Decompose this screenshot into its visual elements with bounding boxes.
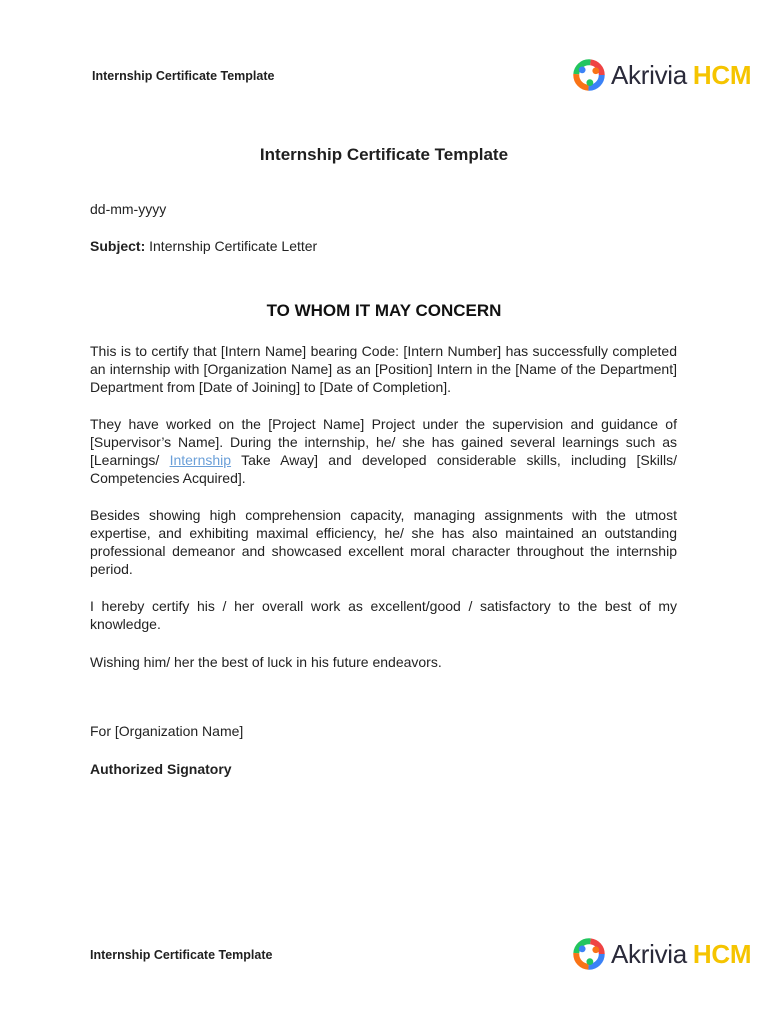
logo-brand-text: Akrivia bbox=[611, 938, 687, 969]
signatory-label: Authorized Signatory bbox=[90, 761, 232, 777]
document-title: Internship Certificate Template bbox=[259, 145, 509, 164]
paragraph-wishes: Wishing him/ her the best of luck in his future endeavors. bbox=[90, 654, 442, 670]
footer-label: Internship Certificate Template bbox=[90, 948, 273, 962]
salutation-heading: TO WHOM IT MAY CONCERN bbox=[266, 301, 502, 320]
header-label: Internship Certificate Template bbox=[92, 69, 275, 83]
logo-accent-text: HCM bbox=[692, 938, 752, 969]
paragraph-conduct: Besides showing high comprehension capacity, managing assignments with the utmost expertise, and exhibiting maximal efficiency, he/ she has also maintained an outstanding professional demeanor and showcased excellent moral character throughout the internship period. bbox=[90, 507, 677, 577]
logo-brand-text: Akrivia bbox=[611, 59, 687, 90]
logo-accent-text: HCM bbox=[692, 59, 752, 90]
paragraph-project bbox=[90, 415, 677, 487]
paragraph-project-text-2: Take Away] and developed considerable skills, including [Skills/ Competencies Acquired]. bbox=[90, 452, 677, 486]
paragraph-intro: This is to certify that [Intern Name] bearing Code: [Intern Number] has successfully completed an internship with [Organization Name] as an [Position] Intern in the [Name of the Department] Department from [Date of Joining] to [Date of Completion]. bbox=[90, 343, 677, 395]
paragraph-certify: I hereby certify his / her overall work as excellent/good / satisfactory to the best of my knowledge. bbox=[90, 598, 677, 632]
internship-link[interactable]: Internship bbox=[169, 452, 232, 468]
closing-line: For [Organization Name] bbox=[90, 723, 244, 739]
subject-label: Subject: bbox=[90, 238, 146, 254]
footer-logo bbox=[572, 936, 751, 972]
subject-text: Internship Certificate Letter bbox=[145, 238, 318, 254]
akrivia-logo-icon bbox=[572, 937, 606, 971]
header-logo bbox=[572, 57, 751, 93]
paragraph-project-text-1: They have worked on the [Project Name] Project under the supervision and guidance of [Supervisor’s Name]. During the internship, he/ she has gained several learnings such as [Learnings/ bbox=[90, 416, 677, 468]
akrivia-logo-icon bbox=[572, 58, 606, 92]
subject-line bbox=[90, 238, 317, 254]
date-field: dd-mm-yyyy bbox=[90, 201, 167, 217]
